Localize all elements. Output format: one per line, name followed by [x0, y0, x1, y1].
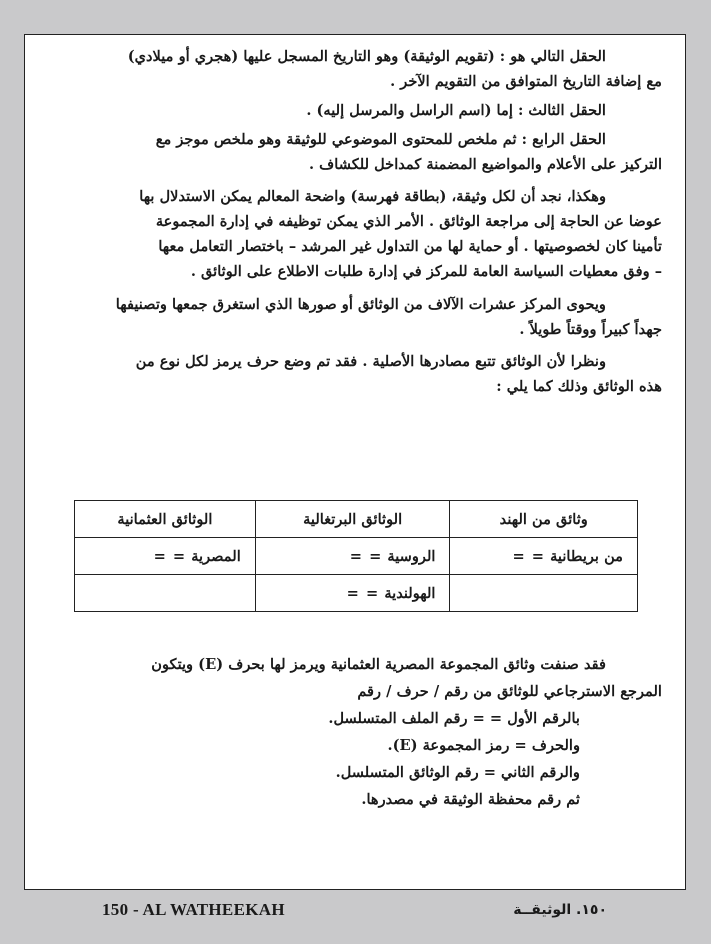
equals-sign: = =	[346, 584, 380, 602]
paragraph-line: بالرقم الأول = = رقم الملف المتسلسل.	[328, 710, 580, 727]
cell-text: المصرية	[191, 547, 241, 565]
footer-page-number-latin: 150 - AL WATHEEKAH	[102, 900, 285, 919]
paragraph-line: تأمينا كان لخصوصيتها . أو حماية لها من التداول غير المرشد – باختصار التعامل معها	[158, 238, 662, 255]
paragraph-line: المرجع الاسترجاعي للوثائق من رقم / حرف / رقم	[357, 683, 662, 700]
sources-table	[74, 500, 638, 612]
lower-text	[50, 651, 662, 813]
paragraph-line: والحرف = رمز المجموعة (E).	[387, 737, 580, 754]
paragraph-line: جهداً كبيراً ووقتاً طويلاً .	[519, 321, 662, 338]
paragraph-line: والرقم الثاني = رقم الوثائق المتسلسل.	[335, 764, 580, 781]
paragraph-line: ويحوى المركز عشرات الآلاف من الوثائق أو صورها الذي استغرق جمعها وتصنيفها	[115, 296, 606, 313]
table-row	[75, 575, 638, 612]
equals-sign: = =	[349, 547, 383, 565]
paragraph-line: عوضا عن الحاجة إلى مراجعة الوثائق . الأمر الذي يمكن توظيفه في إدارة المجموعة	[155, 213, 662, 230]
paragraph-line: ثم رقم محفظة الوثيقة في مصدرها.	[361, 791, 580, 808]
table-header-cell: الوثائق البرتغالية	[255, 501, 450, 538]
paragraph-line: ونظرا لأن الوثائق تتبع مصادرها الأصلية . فقد تم وضع حرف يرمز لكل نوع من	[135, 353, 606, 370]
table-cell	[75, 575, 256, 612]
table-row	[75, 538, 638, 575]
cell-text: الروسية	[387, 547, 436, 565]
table-cell	[450, 538, 638, 575]
paragraph-line: الحقل الثالث : إما (اسم الراسل والمرسل إليه) .	[306, 102, 606, 119]
paragraph-line: هذه الوثائق وذلك كما يلي :	[496, 378, 662, 395]
table-cell	[255, 538, 450, 575]
equals-sign: = =	[153, 547, 187, 565]
table-header-row	[75, 501, 638, 538]
table-cell	[75, 538, 256, 575]
equals-sign: = =	[512, 547, 546, 565]
footer-page-number-arabic: ١٥٠. الوثيقــة	[513, 902, 607, 918]
paragraph-line: التركيز على الأعلام والمواضيع المضمنة كمداخل للكشاف .	[308, 156, 662, 173]
table-cell	[255, 575, 450, 612]
table-header-cell: الوثائق العثمانية	[75, 501, 256, 538]
paragraph-line: وهكذا، نجد أن لكل وثيقة، (بطاقة فهرسة) واضحة المعالم يمكن الاستدلال بها	[139, 188, 606, 205]
paragraph-line: – وفق معطيات السياسة العامة للمركز في إدارة طلبات الاطلاع على الوثائق .	[190, 263, 662, 280]
paragraph-line: الحقل الرابع : ثم ملخص للمحتوى الموضوعي للوثيقة وهو ملخص موجز مع	[155, 131, 606, 148]
paragraph-line: مع إضافة التاريخ المتوافق من التقويم الآخر .	[390, 73, 662, 90]
body-text	[50, 44, 662, 399]
cell-text: من بريطانية	[550, 547, 623, 565]
paragraph-line: الحقل التالي هو : (تقويم الوثيقة) وهو التاريخ المسجل عليها (هجري أو ميلادي)	[127, 48, 606, 65]
cell-text: الهولندية	[384, 584, 436, 602]
table-header-cell: وثائق من الهند	[450, 501, 638, 538]
paragraph-line: فقد صنفت وثائق المجموعة المصرية العثمانية ويرمز لها بحرف (E) ويتكون	[151, 656, 606, 673]
table-cell	[450, 575, 638, 612]
